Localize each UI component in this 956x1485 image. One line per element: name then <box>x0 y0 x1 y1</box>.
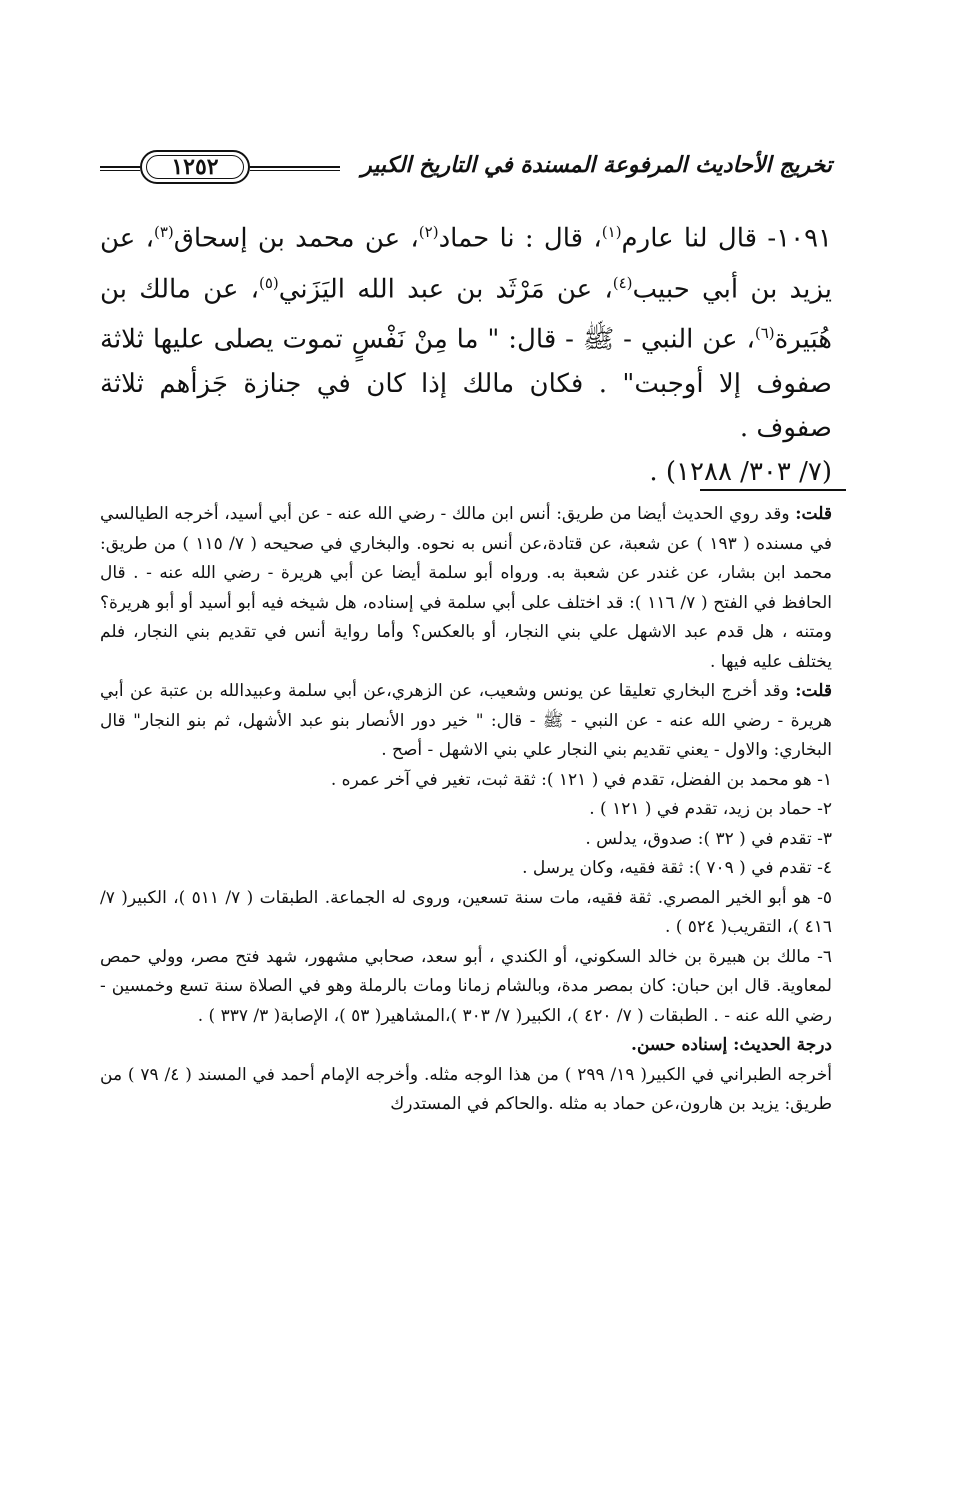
page-header <box>100 148 832 190</box>
footnote-2: ٢- حماد بن زيد، تقدم في ( ١٢١ ) . <box>589 799 832 819</box>
header-rule-left <box>100 166 140 171</box>
takhrij-text: أخرجه الطبراني في الكبير( ١٩/ ٢٩٩ ) من هذا الوجه مثله. وأخرجه الإمام أحمد في المسند ( ٤/ ٧٩ ) من طريق: يزيد بن هارون،عن حماد به مثله .والحاكم في المستدرك <box>100 1064 832 1114</box>
footnote-ref-6: (٦) <box>754 324 775 343</box>
footnote-ref-4: (٤) <box>612 273 633 292</box>
footnote-6: ٦- مالك بن هبيرة بن خالد السكوني، أو الكندي ، أبو سعد، صحابي مشهور، شهد فتح مصر، وولي حمص لمعاوية. قال ابن حبان: كان بمصر مدة، وبالشام زمانا ومات بالرملة وهو في الصلاة سنة تسع وخمسين - رضي الله عنه - . الطبقات ( ٧/ ٤٢٠ )، الكبير( ٧/ ٣٠٣ )،المشاهير( ٥٣ )، الإصابة( ٣/ ٣٣٧ ) . <box>100 946 832 1026</box>
running-title: تخريج الأحاديث المرفوعة المسندة في التاريخ الكبير <box>361 152 832 178</box>
hadith-text-2: ، قال : نا حماد <box>438 223 602 254</box>
page-number-cartouche <box>140 150 250 184</box>
qult-text-1: وقد روي الحديث أيضا من طريق: أنس ابن مالك - رضي الله عنه - عن أبي أسيد، أخرجه الطيالسي في مسنده ( ١٩٣ ) عن شعبة، عن قتادة،عن أنس به نحوه. والبخاري في صحيحه ( ٧/ ١١٥ ) من طريق: محمد ابن بشار، عن غندر عن شعبة به. ورواه أبو سلمة أيضا عن أبي هريرة - رضي الله عنه - . قال الحافظ في الفتح ( ٧/ ١١٦ ): قد اختلف على أبي سلمة في إسناده، هل شيخه فيه أبو أسيد أو أبو هريرة؟ ومتنه ، هل قدم عبد الاشهل علي بني النجار، أو بالعكس؟ وأما رواية أنس في تقديم بني النجار، فلم يختلف عليه فيها . <box>100 504 833 672</box>
footnote-5: ٥- هو أبو الخير المصري. ثقة فقيه، مات سنة تسعين، وروى له الجماعة. الطبقات ( ٧/ ٥١١ )، الكبير( ٧/ ٤١٦ )، التقريب( ٥٢٤ ) . <box>100 887 832 937</box>
footnote-4: ٤- تقدم في ( ٧٠٩ ): ثقة فقيه، وكان يرسل . <box>522 858 832 878</box>
hadith-text-7: ، عن النبي - ﷺ - قال: " ما مِنْ نَفْسٍ تموت يصلى عليها ثلاثة صفوف إلا أوجبت" . فكان مالك إذا كان في جنازة جَزأهم ثلاثة صفوف . <box>100 324 832 443</box>
header-rule-right <box>250 166 340 171</box>
qult-label-2: قلت: <box>795 681 832 701</box>
hadith-text-5: ، عن مَرْثَد بن عبد الله اليَزَني <box>278 274 613 305</box>
footnotes <box>100 500 832 1120</box>
hadith-text <box>100 210 832 494</box>
hadith-text-3: ، عن محمد بن إسحاق <box>173 223 419 254</box>
page-number: ١٢٥٢ <box>171 154 219 180</box>
hadith-text-6: ، عن مالك بن هُبَيرة <box>100 274 832 355</box>
footnote-1: ١- هو محمد بن الفضل، تقدم في ( ١٢١ ): ثقة ثبت، تغير في آخر عمره . <box>330 769 832 790</box>
footnote-ref-3: (٣) <box>153 223 174 241</box>
hadith-grade: درجة الحديث: إسناده حسن. <box>631 1035 832 1055</box>
hadith-text-1: قال لنا عارم <box>621 223 758 254</box>
qult-text-2: وقد أخرج البخاري تعليقا عن يونس وشعيب، عن الزهري،عن أبي سلمة وعبيدالله بن عتبة عن أبي هريرة - رضي الله عنه - عن النبي - ﷺ - قال: " خير دور الأنصار بنو عبد الأشهل، ثم بنو النجار" قال البخاري: والاول - يعني تقديم بني النجار علي بني الاشهل - أصح . <box>100 681 832 760</box>
footnote-3: ٣- تقدم في ( ٣٢ ): صدوق، يدلس . <box>585 828 832 849</box>
hadith-source: (٧/ ٣٠٣/ ١٢٨٨) . <box>649 456 832 487</box>
hadith-number: ١٠٩١- <box>767 223 833 254</box>
qult-note-2 <box>100 677 832 766</box>
hadith-text-4: ، عن يزيد بن أبي حبيب <box>100 223 833 305</box>
footnote-separator <box>700 489 846 491</box>
qult-label-1: قلت: <box>795 504 832 524</box>
qult-note-1 <box>100 500 832 677</box>
footnote-ref-2: (٢) <box>418 223 439 241</box>
footnote-ref-5: (٥) <box>258 273 279 292</box>
footnote-ref-1: (١) <box>601 223 622 241</box>
